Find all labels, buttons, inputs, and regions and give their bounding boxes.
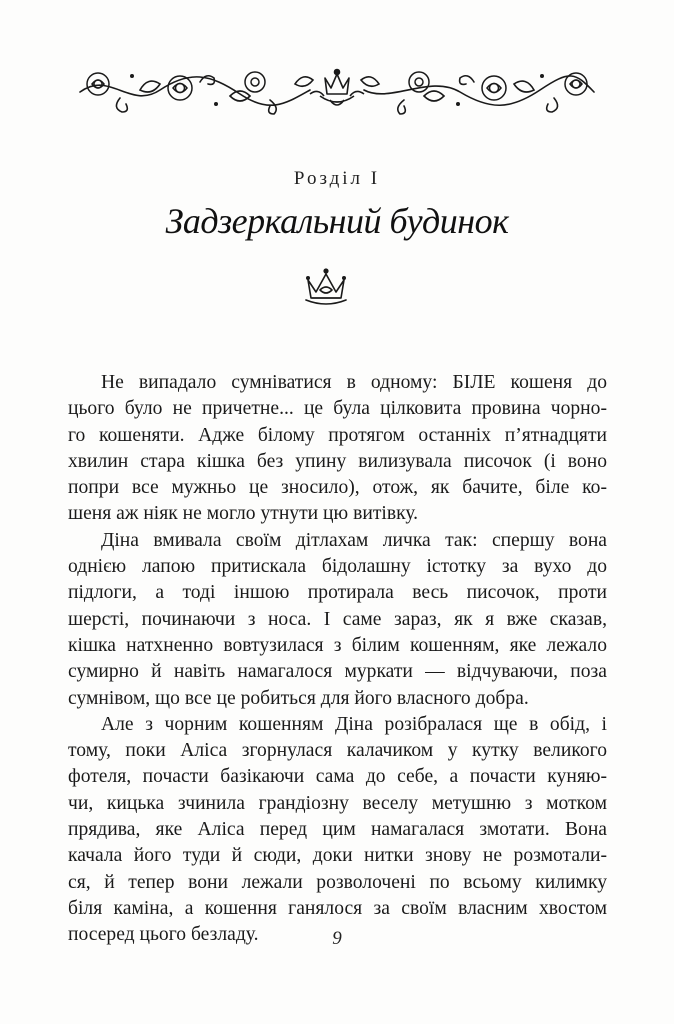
text-line: однією лапою притискала бідолашну істотку за вухо до (68, 556, 607, 578)
text-line: шерсті, починаючи з носа. І саме зараз, як я вже сказав, (68, 608, 607, 630)
text-line: цього було не причетне... це була цілковита провина чорно- (68, 398, 607, 420)
text-line: посеред цього безладу. (68, 924, 259, 946)
text-line: біля каміна, а кошення ганялося за своїм власним хвостом (68, 897, 607, 919)
text-line: Не випадало сумніватися в одному: БІЛЕ кошеня до (101, 372, 607, 393)
text-line: сумнівом, що все це робиться для його власного добра. (68, 687, 529, 709)
text-line: качала його туди й сюди, доки нитки знову не розмотали- (68, 845, 607, 867)
chapter-label: Розділ I (293, 168, 381, 189)
text-line: Діна вмивала своїм дітлахам личка так: спершу вона (101, 529, 607, 551)
paragraph (68, 712, 607, 949)
text-line: тому, поки Аліса згорнулася калачиком у кутку великого (68, 740, 607, 762)
text-line: го кошеняти. Адже білому протягом останніх п’ятнадцяти (68, 424, 607, 446)
text-line: підлоги, а тоді іншою протирала весь писочок, проти (68, 582, 607, 604)
text-line: прядива, яке Аліса перед цим намагалася змотати. Вона (68, 819, 607, 841)
text-line: сумирно й навіть намагалося муркати — відчуваючи, поза (68, 661, 607, 683)
text-line: Але з чорним кошенням Діна розібралася ще в обід, і (101, 713, 607, 735)
paragraph (68, 528, 607, 712)
crown-ornament (302, 266, 350, 306)
paragraph (68, 370, 607, 528)
body-text (68, 370, 607, 949)
page-number: 9 (332, 928, 342, 949)
text-line: попри все мужньо це зносило), отож, як бачите, біле ко- (68, 477, 607, 499)
text-line: чи, кицька зчинила грандіозну веселу метушню з мотком (68, 792, 607, 814)
text-line: кішка натхненно вовтузилася з білим кошенням, яке лежало (68, 634, 607, 656)
text-line: фотеля, почасти базікаючи сама до себе, а почасти куняю- (68, 766, 607, 788)
text-line: ся, й тепер вони лежали розволочені по всьому килимку (68, 871, 607, 893)
text-line: шеня аж ніяк не могло утнути цю витівку. (68, 503, 419, 525)
text-line: хвилин стара кішка без упину вилизувала писочок (і воно (68, 450, 607, 472)
chapter-title: Задзеркальний будинок (165, 201, 509, 241)
floral-vine-ornament (70, 60, 604, 120)
